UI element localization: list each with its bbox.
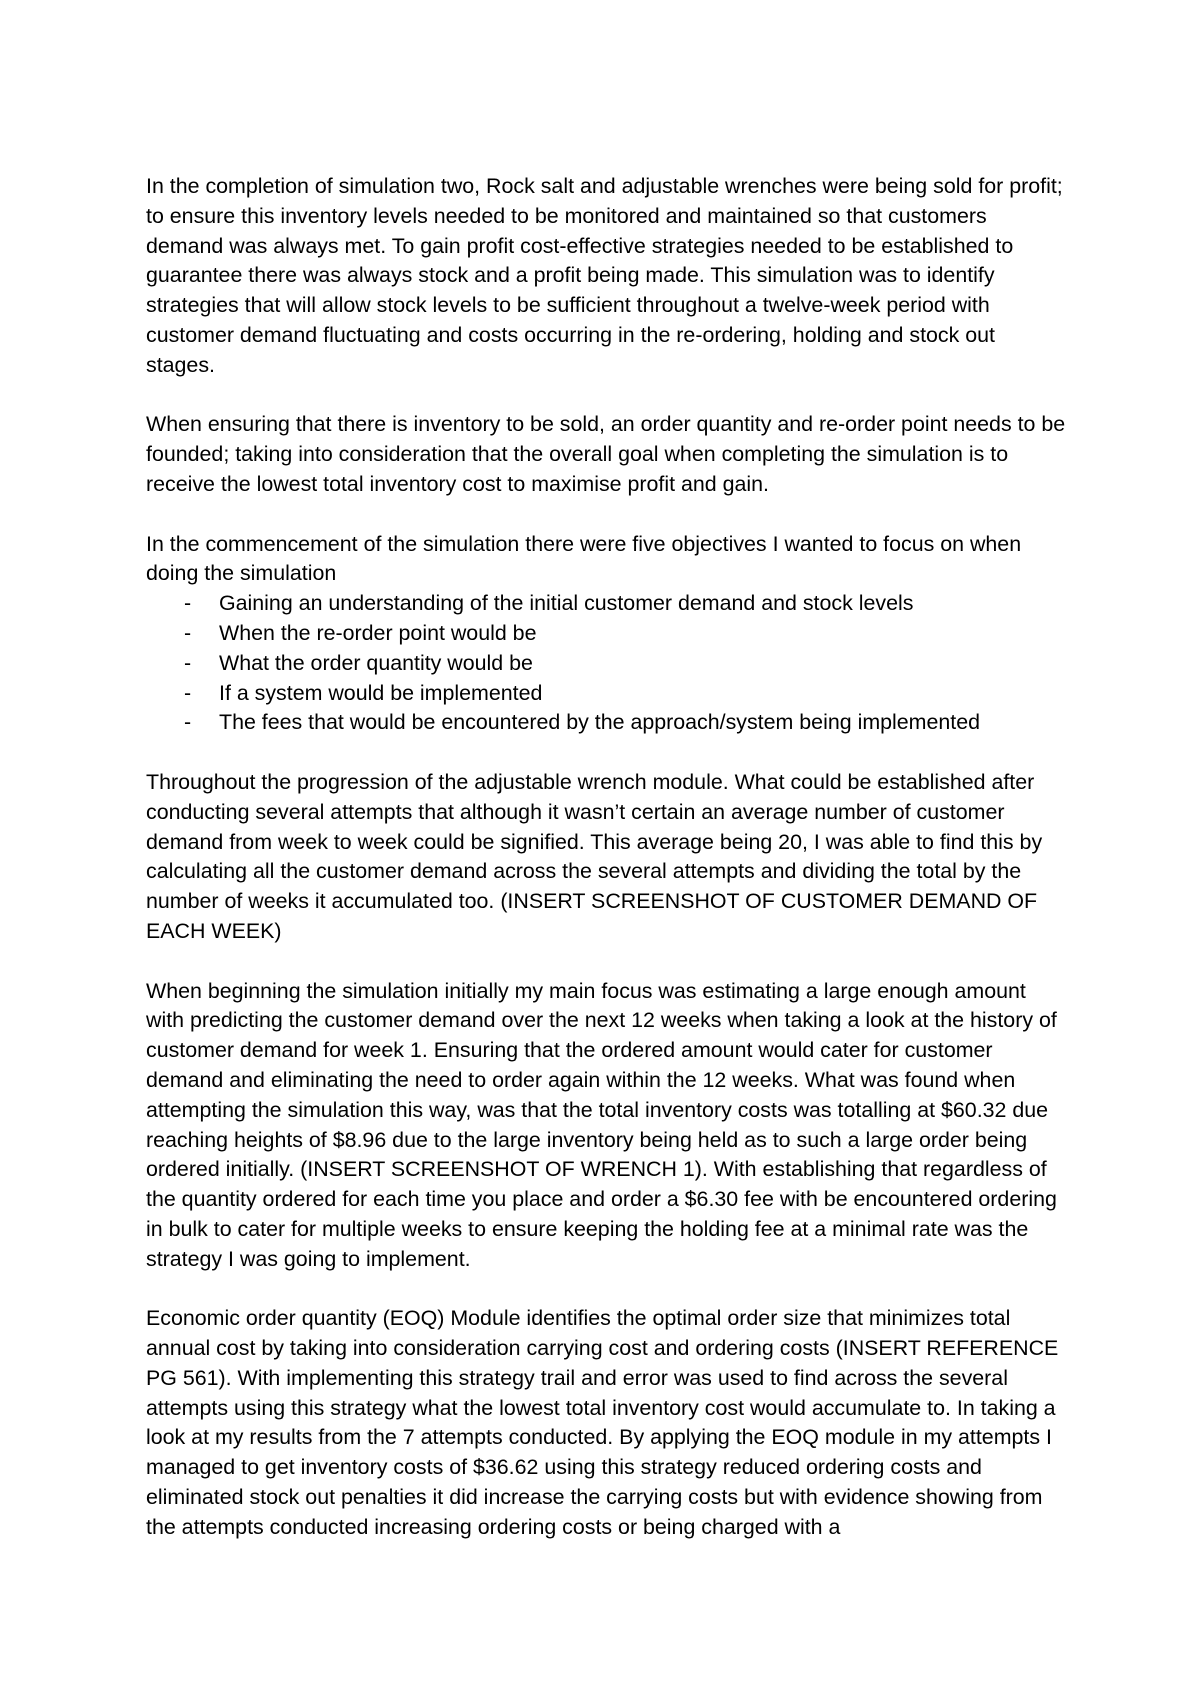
list-item-text: When the re-order point would be [219,620,537,645]
paragraph-eoq-module: Economic order quantity (EOQ) Module identifies the optimal order size that minimizes total annual cost by taking into consideration carrying cost and ordering costs (INSERT REFERENCE PG 561). With implementing this strategy trail and error was used to find across the several attempts using this strategy what the lowest total inventory cost would accumulate to. In taking a look at my results from the 7 attempts conducted. By applying the EOQ module in my attempts I managed to get inventory costs of $36.62 using this strategy reduced ordering costs and eliminated stock out penalties it did increase the carrying costs but with evidence showing from the attempts conducted increasing ordering costs or being charged with a [146,1306,1059,1539]
document-body [146,172,1066,1572]
bullet-dash: - [184,710,192,735]
paragraph-objectives-intro: In the commencement of the simulation there were five objectives I wanted to focus on when doing the simulation [146,531,1022,586]
list-item [146,679,1066,709]
bullet-dash: - [184,620,192,645]
bullet-dash: - [184,650,192,675]
list-item [146,589,1066,619]
list-item-text: The fees that would be encountered by the approach/system being implemented [219,710,981,735]
list-item-text: What the order quantity would be [219,650,533,675]
list-item-text: Gaining an understanding of the initial customer demand and stock levels [219,591,914,616]
list-item [146,619,1066,649]
list-item [146,708,1066,738]
list-item-text: If a system would be implemented [219,680,543,705]
bullet-dash: - [184,680,192,705]
list-item [146,649,1066,679]
bullet-dash: - [184,591,192,616]
paragraph-simulation-overview: In the completion of simulation two, Rock salt and adjustable wrenches were being sold for profit; to ensure this inventory levels needed to be monitored and maintained so that customers demand was always met. To gain profit cost-effective strategies needed to be established to guarantee there was always stock and a profit being made. This simulation was to identify strategies that will allow stock levels to be sufficient throughout a twelve-week period with customer demand fluctuating and costs occurring in the re-ordering, holding and stock out stages. [146,174,1063,377]
paragraph-inventory-goal: When ensuring that there is inventory to be sold, an order quantity and re-order point needs to be founded; taking into consideration that the overall goal when completing the simulation is to receive the lowest total inventory cost to maximise profit and gain. [146,412,1066,496]
objectives-list [146,589,1066,738]
paragraph-initial-strategy: When beginning the simulation initially my main focus was estimating a large enough amount with predicting the customer demand over the next 12 weeks when taking a look at the history of customer demand for week 1. Ensuring that the ordered amount would cater for customer demand and eliminating the need to order again within the 12 weeks. What was found when attempting the simulation this way, was that the total inventory costs was totalling at $60.32 due reaching heights of $8.96 due to the large inventory being held as to such a large order being ordered initially. (INSERT SCREENSHOT OF WRENCH 1). With establishing that regardless of the quantity ordered for each time you place and order a $6.30 fee with be encountered ordering in bulk to cater for multiple weeks to ensure keeping the holding fee at a minimal rate was the strategy I was going to implement. [146,978,1057,1271]
paragraph-average-demand: Throughout the progression of the adjustable wrench module. What could be established after conducting several attempts that although it wasn’t certain an average number of customer demand from week to week could be signified. This average being 20, I was able to find this by calculating all the customer demand across the several attempts and dividing the total by the number of weeks it accumulated too. (INSERT SCREENSHOT OF CUSTOMER DEMAND OF EACH WEEK) [146,769,1043,943]
